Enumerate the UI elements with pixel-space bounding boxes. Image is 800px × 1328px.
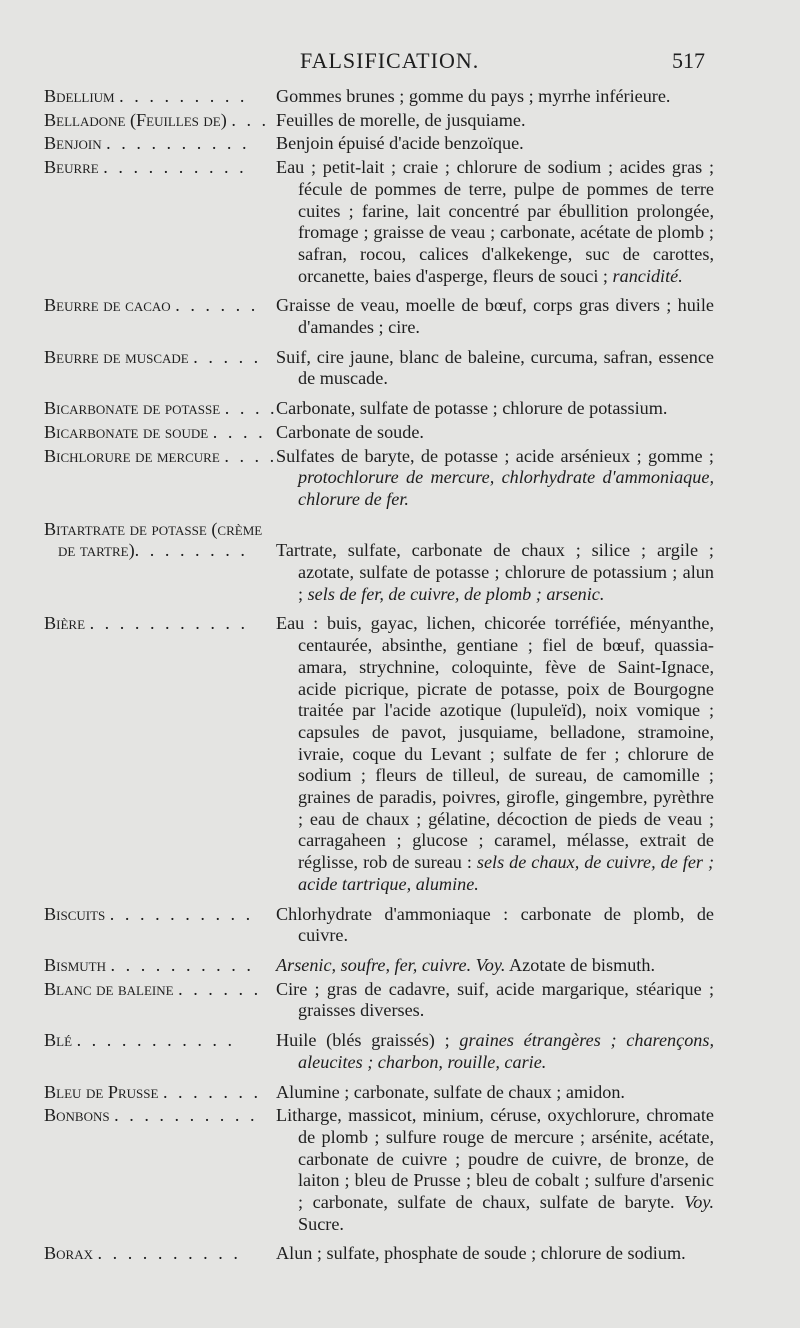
entry-definition: Cire ; gras de cadavre, suif, acide margarique, stéarique ; graisses diverses. bbox=[276, 978, 714, 1021]
entry-definition: Suif, cire jaune, blanc de baleine, curcuma, safran, essence de muscade. bbox=[276, 346, 714, 389]
entry-term: Beurre de cacao bbox=[44, 295, 171, 316]
entry-definition: Eau : buis, gayac, lichen, chicorée torréfiée, ményanthe, centaurée, absinthe, gentiane ; fiel de bœuf, quassia-amara, strychnine, coloquinte, fève de Saint-Ignace, acide picrique, picrate de potasse, poix de Bourgogne traitée par l'acide azotique (lupuleïd), noix vomique ; capsules de pavot, jusquiame, belladone, stramoine, ivraie, coque du Levant ; sulfate de fer ; chlorure de sodium ; fleurs de tilleul, de sureau, de camomille ; graines de paradis, poivres, girofle, gingembre, pyrèthre ; eau de chaux ; gélatine, décoction de pieds de veau ; carragaheen ; glucose ; caramel, mélasse, extrait de réglisse, rob de sureau : sels de chaux, de cuivre, de fer ; acide tartrique, alumine. bbox=[276, 613, 714, 894]
entry-bicarbonate-de-soude: Bicarbonate de soude . . . . Carbonate de soude. bbox=[44, 422, 714, 444]
entry-benjoin: Benjoin . . . . . . . . . . Benjoin épuisé d'acide benzoïque. bbox=[44, 133, 714, 155]
entry-definition: Gommes brunes ; gomme du pays ; myrrhe inférieure. bbox=[276, 86, 671, 106]
entry-bicarbonate-de-potasse: Bicarbonate de potasse . . . . Carbonate, sulfate de potasse ; chlorure de potassium. bbox=[44, 398, 714, 420]
entry-term: Bleu de Prusse bbox=[44, 1081, 159, 1102]
entry-definition: Eau ; petit-lait ; craie ; chlorure de sodium ; acides gras ; fécule de pommes de terre, pulpe de pommes de terre cuites ; farine, lait concentré par ébullition prolongée, fromage ; graisse de veau ; carbonate, acétate de plomb ; safran, rocou, calices d'alkekenge, suc de carottes, orcanette, baies d'asperge, fleurs de souci ; rancidité. bbox=[276, 157, 714, 286]
entry-bleu-de-prusse: Bleu de Prusse . . . . . . . Alumine ; carbonate, sulfate de chaux ; amidon. bbox=[44, 1082, 714, 1104]
entry-bitartrate-de-potasse: Bitartrate de potasse (crème de tartre). . . . . . . . Tartrate, sulfate, carbonate de chaux ; silice ; argile ; azotate, sulfate de potasse ; chlorure de potassium ; alun ; sels de fer, de cuivre, de plomb ; arsenic. bbox=[44, 518, 714, 604]
entry-term: Bière bbox=[44, 613, 86, 634]
entry-term: Blé bbox=[44, 1030, 73, 1051]
entry-definition: Alun ; sulfate, phosphate de soude ; chlorure de sodium. bbox=[276, 1243, 686, 1264]
entry-term: Borax bbox=[44, 1243, 93, 1264]
page-number: 517 bbox=[672, 48, 705, 73]
entry-definition: Benjoin épuisé d'acide benzoïque. bbox=[276, 133, 524, 154]
entry-borax: Borax . . . . . . . . . . Alun ; sulfate, phosphate de soude ; chlorure de sodium. bbox=[44, 1243, 714, 1265]
entry-definition: Carbonate, sulfate de potasse ; chlorure de potassium. bbox=[276, 398, 668, 419]
entry-definition: Feuilles de morelle, de jusquiame. bbox=[276, 109, 526, 130]
entry-definition: Chlorhydrate d'ammoniaque : carbonate de plomb, de cuivre. bbox=[276, 903, 714, 946]
entry-beurre: Beurre . . . . . . . . . . Eau ; petit-lait ; craie ; chlorure de sodium ; acides gras ; fécule de pommes de terre, pulpe de pommes de terre cuites ; farine, lait concentré par ébullition prolongée, fromage ; graisse de veau ; carbonate, acétate de plomb ; safran, rocou, calices d'alkekenge, suc de carottes, orcanette, baies d'asperge, fleurs de souci ; rancidité. bbox=[44, 157, 714, 286]
entry-definition: Litharge, massicot, minium, céruse, oxychlorure, chromate de plomb ; sulfure rouge de mercure ; arsénite, acétate, carbonate de cuivre ; poudre de cuivre, de bronze, de laiton ; bleu de Prusse ; bleu de cobalt ; sulfure d'arsenic ; carbonate, sulfate de chaux, sulfate de baryte. Voy. Sucre. bbox=[276, 1105, 715, 1234]
entry-bonbons: Bonbons . . . . . . . . . . Litharge, massicot, minium, céruse, oxychlorure, chromate de plomb ; sulfure rouge de mercure ; arsénite, acétate, carbonate de cuivre ; poudre de cuivre, de bronze, de laiton ; bleu de Prusse ; bleu de cobalt ; sulfure d'arsenic ; carbonate, sulfate de chaux, sulfate de baryte. Voy. Sucre. bbox=[44, 1105, 715, 1234]
entry-term: Blanc de baleine bbox=[44, 978, 174, 999]
running-title: FALSIFICATION. bbox=[300, 48, 480, 73]
entry-definition: Huile (blés graissés) ; graines étrangères ; charençons, aleucites ; charbon, rouille, carie. bbox=[276, 1030, 715, 1072]
falsification-list bbox=[44, 86, 714, 1265]
entry-belladone: Belladone (Feuilles de) . . . . Feuilles de morelle, de jusquiame. bbox=[44, 110, 714, 132]
entry-term: Bichlorure de mercure bbox=[44, 445, 220, 466]
entry-term: Belladone (Feuilles de) bbox=[44, 109, 227, 130]
entry-beurre-de-muscade: Beurre de muscade . . . . . Suif, cire jaune, blanc de baleine, curcuma, safran, essence de muscade. bbox=[44, 346, 714, 389]
entry-definition: Tartrate, sulfate, carbonate de chaux ; silice ; argile ; azotate, sulfate de potasse ; chlorure de potassium ; alun ; sels de fer, de cuivre, de plomb ; arsenic. bbox=[276, 540, 714, 604]
entry-definition: Graisse de veau, moelle de bœuf, corps gras divers ; huile d'amandes ; cire. bbox=[276, 295, 714, 338]
entry-blanc-de-baleine: Blanc de baleine . . . . . . Cire ; gras de cadavre, suif, acide margarique, stéarique ; graisses diverses. bbox=[44, 978, 714, 1021]
entry-term: Bitartrate de potasse (crème bbox=[44, 518, 263, 539]
entry-term-continued: de tartre) bbox=[58, 540, 135, 561]
entry-term: Beurre de muscade bbox=[44, 346, 189, 367]
entry-definition: Sulfates de baryte, de potasse ; acide arsénieux ; gomme ; protochlorure de mercure, chlorhydrate d'ammoniaque, chlorure de fer. bbox=[276, 445, 714, 509]
page-header bbox=[0, 48, 800, 78]
entry-term: Bonbons bbox=[44, 1105, 110, 1126]
entry-term: Bicarbonate de potasse bbox=[44, 398, 221, 419]
entry-term: Benjoin bbox=[44, 133, 102, 154]
entry-biere: Bière . . . . . . . . . . . Eau : buis, gayac, lichen, chicorée torréfiée, ményanthe, centaurée, absinthe, gentiane ; fiel de bœuf, quassia-amara, strychnine, coloquinte, fève de Saint-Ignace, acide picrique, picrate de potasse, poix de Bourgogne traitée par l'acide azotique (lupuleïd), noix vomique ; capsules de pavot, jusquiame, belladone, stramoine, ivraie, coque du Levant ; sulfate de fer ; chlorure de sodium ; fleurs de tilleul, de sureau, de camomille ; graines de paradis, poivres, girofle, gingembre, pyrèthre ; eau de chaux ; gélatine, décoction de pieds de veau ; carragaheen ; glucose ; caramel, mélasse, extrait de réglisse, rob de sureau : sels de chaux, de cuivre, de fer ; acide tartrique, alumine. bbox=[44, 613, 714, 894]
entry-biscuits: Biscuits . . . . . . . . . . Chlorhydrate d'ammoniaque : carbonate de plomb, de cuivre. bbox=[44, 903, 714, 946]
entry-beurre-de-cacao: Beurre de cacao . . . . . . Graisse de veau, moelle de bœuf, corps gras divers ; huile d'amandes ; cire. bbox=[44, 295, 714, 338]
entry-term: Bdellium bbox=[44, 86, 115, 106]
entry-definition: Arsenic, soufre, fer, cuivre. Voy. Azotate de bismuth. bbox=[276, 955, 656, 975]
entry-term: Biscuits bbox=[44, 903, 106, 924]
entry-ble: Blé . . . . . . . . . . . Huile (blés graissés) ; graines étrangères ; charençons, aleucites ; charbon, rouille, carie. bbox=[44, 1030, 715, 1072]
entry-term: Bismuth bbox=[44, 955, 106, 975]
entry-bismuth: Bismuth . . . . . . . . . . Arsenic, soufre, fer, cuivre. Voy. Azotate de bismuth. bbox=[44, 955, 714, 977]
entry-bdellium: Bdellium . . . . . . . . . Gommes brunes ; gomme du pays ; myrrhe inférieure. bbox=[44, 86, 714, 108]
entry-bichlorure-de-mercure: Bichlorure de mercure . . . . Sulfates de baryte, de potasse ; acide arsénieux ; gomme ; protochlorure de mercure, chlorhydrate d'ammoniaque, chlorure de fer. bbox=[44, 445, 714, 509]
entry-definition: Alumine ; carbonate, sulfate de chaux ; amidon. bbox=[276, 1081, 625, 1102]
entry-term: Bicarbonate de soude bbox=[44, 421, 209, 442]
entry-term: Beurre bbox=[44, 157, 99, 178]
entry-definition: Carbonate de soude. bbox=[276, 421, 424, 442]
